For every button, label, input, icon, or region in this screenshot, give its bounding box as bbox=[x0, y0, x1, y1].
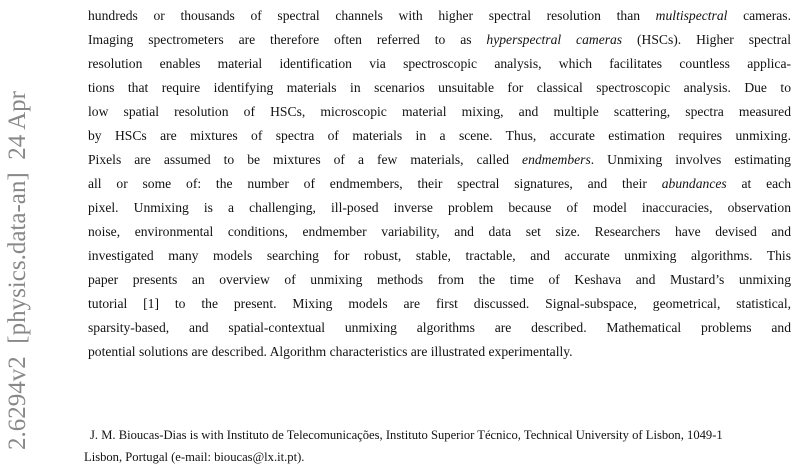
abstract-line bbox=[88, 124, 791, 148]
abstract-line bbox=[88, 76, 791, 100]
abstract-line bbox=[88, 28, 791, 52]
author-footnote bbox=[84, 424, 800, 468]
text-run: by HSCs are mixtures of spectra of materials in a scene. Thus, accurate estimation requires unmixing. bbox=[88, 128, 791, 143]
text-run: tions that require identifying materials in scenarios unsuitable for classical spectroscopic analysis. Due to bbox=[88, 80, 791, 95]
footnote-line-2: Lisbon, Portugal (e-mail: bioucas@lx.it.pt). bbox=[84, 450, 305, 464]
abstract-line bbox=[88, 52, 791, 76]
abstract-line bbox=[88, 172, 791, 196]
abstract-line bbox=[88, 100, 791, 124]
abstract-line bbox=[88, 148, 791, 172]
italic-term: hyperspectral cameras bbox=[486, 32, 623, 47]
abstract-line bbox=[88, 4, 791, 28]
abstract-line bbox=[88, 268, 791, 292]
text-run: hundreds or thousands of spectral channels with higher spectral resolution than bbox=[88, 8, 656, 23]
text-run: Pixels are assumed to be mixtures of a few materials, called bbox=[88, 152, 523, 167]
text-run: low spatial resolution of HSCs, microscopic material mixing, and multiple scattering, spectra measured bbox=[88, 104, 791, 119]
footnote-line-1: J. M. Bioucas-Dias is with Instituto de Telecomunicações, Instituto Superior Técnico, Technical University of Lisbon, 1049-1 bbox=[90, 428, 723, 442]
text-run: . Unmixing involves estimating bbox=[590, 152, 791, 167]
abstract-line bbox=[88, 340, 791, 364]
text-run: pixel. Unmixing is a challenging, ill-posed inverse problem because of model inaccuracies, observation bbox=[88, 200, 791, 215]
text-run: tutorial [1] to the present. Mixing models are first discussed. Signal-subspace, geometrical, statistical, bbox=[88, 296, 791, 311]
text-run: (HSCs). Higher spectral bbox=[622, 32, 791, 47]
text-run: sparsity-based, and spatial-contextual unmixing algorithms are described. Mathematical problems and bbox=[88, 320, 791, 335]
italic-term: abundances bbox=[661, 176, 727, 191]
abstract-line bbox=[88, 196, 791, 220]
italic-term: multispectral bbox=[655, 8, 728, 23]
text-run: potential solutions are described. Algorithm characteristics are illustrated experimentally. bbox=[88, 344, 573, 359]
abstract-body bbox=[88, 4, 791, 364]
abstract-line bbox=[88, 292, 791, 316]
text-run: paper presents an overview of unmixing methods from the time of Keshava and Mustard’s unmixing bbox=[88, 272, 791, 287]
arxiv-identifier-margin: 2.6294v2 [physics.data-an] 24 Apr bbox=[4, 91, 31, 450]
text-run: Imaging spectrometers are therefore often referred to as bbox=[88, 32, 487, 47]
abstract-line bbox=[88, 244, 791, 268]
text-run: all or some of: the number of endmembers, their spectral signatures, and their bbox=[88, 176, 662, 191]
text-run: at each bbox=[726, 176, 791, 191]
text-run: investigated many models searching for robust, stable, tractable, and accurate unmixing algorithms. This bbox=[88, 248, 791, 263]
abstract-line bbox=[88, 316, 791, 340]
abstract-line bbox=[88, 220, 791, 244]
text-run: cameras. bbox=[727, 8, 791, 23]
italic-term: endmembers bbox=[522, 152, 591, 167]
text-run: resolution enables material identification via spectroscopic analysis, which facilitates countless applica- bbox=[88, 56, 791, 71]
text-run: noise, environmental conditions, endmember variability, and data set size. Researchers have devised and bbox=[88, 224, 791, 239]
